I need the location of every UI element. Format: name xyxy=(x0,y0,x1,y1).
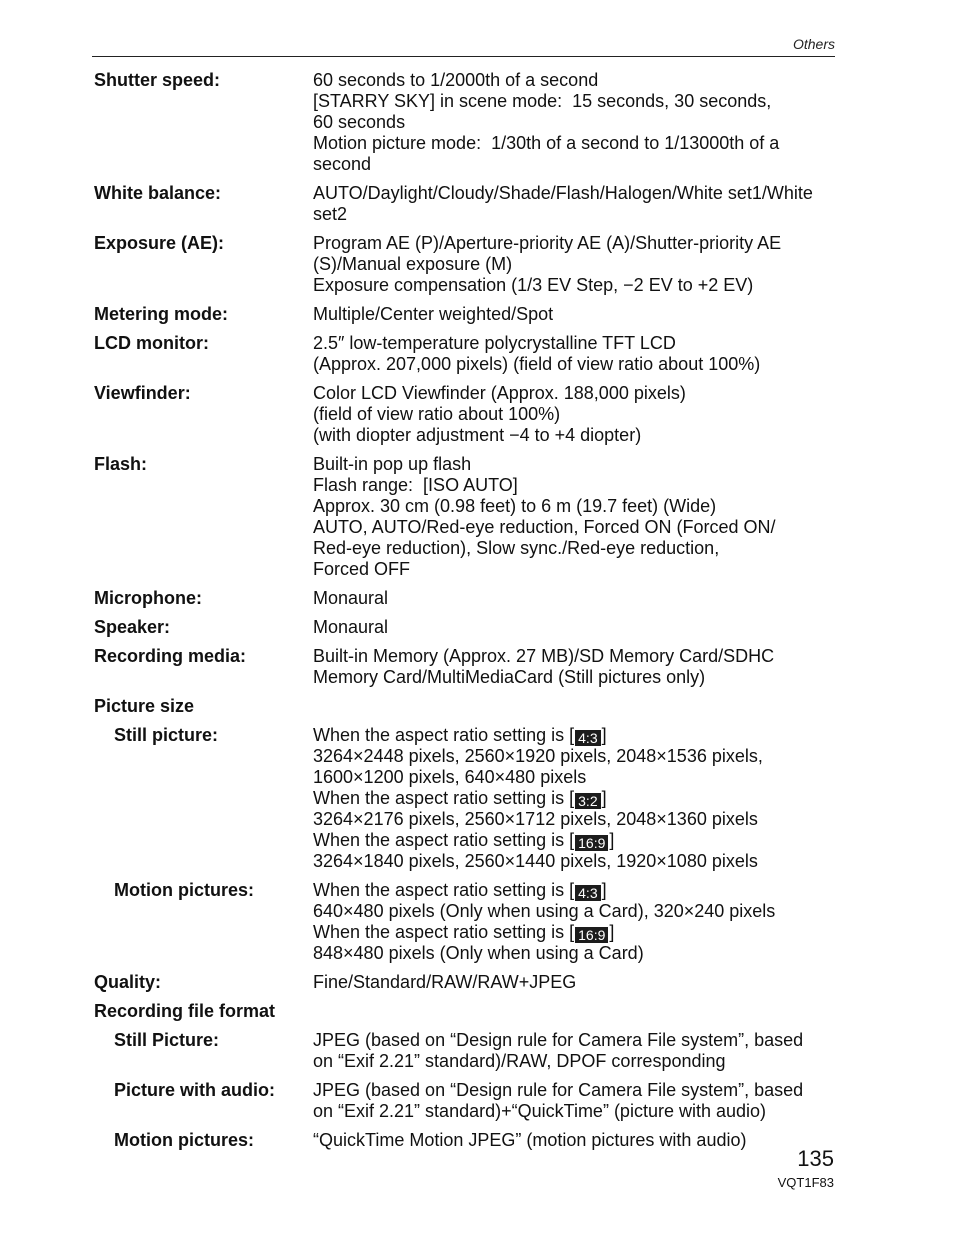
spec-label: Exposure (AE): xyxy=(94,233,225,253)
spec-value xyxy=(313,586,836,609)
spec-row xyxy=(94,878,836,964)
spec-value-line: Memory Card/MultiMediaCard (Still pictures only) xyxy=(313,667,706,687)
spec-value xyxy=(313,231,836,296)
spec-value-line: Built-in Memory (Approx. 27 MB)/SD Memory Card/SDHC xyxy=(313,646,775,666)
spec-value-line: Motion picture mode: 1/30th of a second to 1/13000th of a xyxy=(313,133,780,153)
spec-value-line: 1600×1200 pixels, 640×480 pixels xyxy=(313,767,587,787)
spec-label: Motion pictures: xyxy=(114,1130,254,1150)
spec-row xyxy=(94,586,836,609)
spec-value-line: on “Exif 2.21” standard)+“QuickTime” (picture with audio) xyxy=(313,1101,767,1121)
spec-row xyxy=(94,999,836,1022)
spec-value-line: When the aspect ratio setting is [ 4:3 ] xyxy=(313,725,607,746)
spec-table xyxy=(94,68,836,1157)
spec-value-line: 60 seconds to 1/2000th of a second xyxy=(313,70,599,90)
spec-value xyxy=(313,68,836,175)
spec-label: Microphone: xyxy=(94,588,202,608)
spec-value-line: When the aspect ratio setting is [ 16:9 ] xyxy=(313,922,615,943)
spec-value-line: When the aspect ratio setting is [ 16:9 ] xyxy=(313,830,615,851)
spec-value xyxy=(313,970,836,993)
spec-value xyxy=(313,452,836,580)
aspect-ratio-icon: 4:3 xyxy=(575,885,600,901)
spec-value-line: Forced OFF xyxy=(313,559,411,579)
spec-label: Metering mode: xyxy=(94,304,229,324)
spec-value xyxy=(313,181,836,225)
spec-label: Still picture: xyxy=(114,725,219,745)
spec-label: Quality: xyxy=(94,972,162,992)
spec-value-line: 3264×1840 pixels, 2560×1440 pixels, 1920×1080 pixels xyxy=(313,851,758,871)
spec-label: Speaker: xyxy=(94,617,171,637)
spec-value xyxy=(313,878,836,964)
spec-row xyxy=(94,723,836,872)
spec-label: Shutter speed: xyxy=(94,70,221,90)
spec-value-line: second xyxy=(313,154,372,174)
spec-value-line: 640×480 pixels (Only when using a Card), 320×240 pixels xyxy=(313,901,776,921)
spec-value-line: (S)/Manual exposure (M) xyxy=(313,254,513,274)
spec-value-line: Red-eye reduction), Slow sync./Red-eye reduction, xyxy=(313,538,720,558)
spec-value xyxy=(313,1128,836,1151)
spec-value-line: (with diopter adjustment −4 to +4 diopter) xyxy=(313,425,642,445)
spec-label: White balance: xyxy=(94,183,222,203)
spec-value-line: Fine/Standard/RAW/RAW+JPEG xyxy=(313,972,577,992)
spec-row xyxy=(94,1078,836,1122)
spec-label: Motion pictures: xyxy=(114,880,254,900)
spec-row xyxy=(94,644,836,688)
spec-row xyxy=(94,181,836,225)
spec-value-line: “QuickTime Motion JPEG” (motion pictures with audio) xyxy=(313,1130,747,1150)
spec-label: Flash: xyxy=(94,454,148,474)
spec-value-line: (Approx. 207,000 pixels) (field of view ratio about 100%) xyxy=(313,354,761,374)
spec-value xyxy=(313,723,836,872)
spec-value-line: When the aspect ratio setting is [ 3:2 ] xyxy=(313,788,607,809)
aspect-ratio-icon: 16:9 xyxy=(575,927,608,943)
spec-row xyxy=(94,302,836,325)
spec-value-line: (field of view ratio about 100%) xyxy=(313,404,561,424)
spec-value xyxy=(313,331,836,375)
spec-value-line: AUTO, AUTO/Red-eye reduction, Forced ON (Forced ON/ xyxy=(313,517,776,537)
spec-row xyxy=(94,452,836,580)
spec-value-line: set2 xyxy=(313,204,348,224)
spec-value xyxy=(313,644,836,688)
spec-value-line: 3264×2176 pixels, 2560×1712 pixels, 2048×1360 pixels xyxy=(313,809,758,829)
spec-value-line: Built-in pop up flash xyxy=(313,454,472,474)
spec-group-heading: Recording file format xyxy=(94,1001,276,1021)
spec-value-line: 60 seconds xyxy=(313,112,406,132)
spec-value-line: [STARRY SKY] in scene mode: 15 seconds, 30 seconds, xyxy=(313,91,772,111)
spec-row xyxy=(94,970,836,993)
spec-value-line: 2.5″ low-temperature polycrystalline TFT LCD xyxy=(313,333,676,353)
document-code: VQT1F83 xyxy=(777,1175,834,1190)
spec-row xyxy=(94,68,836,175)
spec-group-heading: Picture size xyxy=(94,696,195,716)
aspect-ratio-icon: 3:2 xyxy=(575,793,600,809)
spec-label: Recording media: xyxy=(94,646,247,666)
spec-value-line: Multiple/Center weighted/Spot xyxy=(313,304,554,324)
spec-value-line: Exposure compensation (1/3 EV Step, −2 EV to +2 EV) xyxy=(313,275,754,295)
spec-value xyxy=(313,381,836,446)
spec-row xyxy=(94,615,836,638)
spec-value-line: Flash range: [ISO AUTO] xyxy=(313,475,518,495)
spec-label: Still Picture: xyxy=(114,1030,220,1050)
spec-value-line: 3264×2448 pixels, 2560×1920 pixels, 2048×1536 pixels, xyxy=(313,746,763,766)
spec-row xyxy=(94,381,836,446)
spec-value xyxy=(313,1078,836,1122)
spec-row xyxy=(94,231,836,296)
spec-value-line: JPEG (based on “Design rule for Camera File system”, based xyxy=(313,1030,804,1050)
section-label: Others xyxy=(792,36,835,52)
aspect-ratio-icon: 16:9 xyxy=(575,835,608,851)
spec-label: Picture with audio: xyxy=(114,1080,276,1100)
header-rule xyxy=(92,56,835,57)
spec-row xyxy=(94,694,836,717)
spec-value-line: Monaural xyxy=(313,588,389,608)
spec-value-line: JPEG (based on “Design rule for Camera File system”, based xyxy=(313,1080,804,1100)
spec-value-line: Monaural xyxy=(313,617,389,637)
page-number: 135 xyxy=(797,1146,834,1171)
spec-value-line: 848×480 pixels (Only when using a Card) xyxy=(313,943,644,963)
spec-value xyxy=(313,302,836,325)
spec-row xyxy=(94,1128,836,1151)
spec-value-line: AUTO/Daylight/Cloudy/Shade/Flash/Halogen/White set1/White xyxy=(313,183,813,203)
spec-value-line: Color LCD Viewfinder (Approx. 188,000 pixels) xyxy=(313,383,686,403)
spec-label: LCD monitor: xyxy=(94,333,209,353)
aspect-ratio-icon: 4:3 xyxy=(575,730,600,746)
spec-value-line: Program AE (P)/Aperture-priority AE (A)/Shutter-priority AE xyxy=(313,233,782,253)
spec-label: Viewfinder: xyxy=(94,383,191,403)
spec-value xyxy=(313,615,836,638)
spec-value-line: Approx. 30 cm (0.98 feet) to 6 m (19.7 feet) (Wide) xyxy=(313,496,717,516)
spec-value-line: on “Exif 2.21” standard)/RAW, DPOF corresponding xyxy=(313,1051,726,1071)
spec-value-line: When the aspect ratio setting is [ 4:3 ] xyxy=(313,880,607,901)
spec-row xyxy=(94,1028,836,1072)
spec-value xyxy=(313,1028,836,1072)
spec-row xyxy=(94,331,836,375)
